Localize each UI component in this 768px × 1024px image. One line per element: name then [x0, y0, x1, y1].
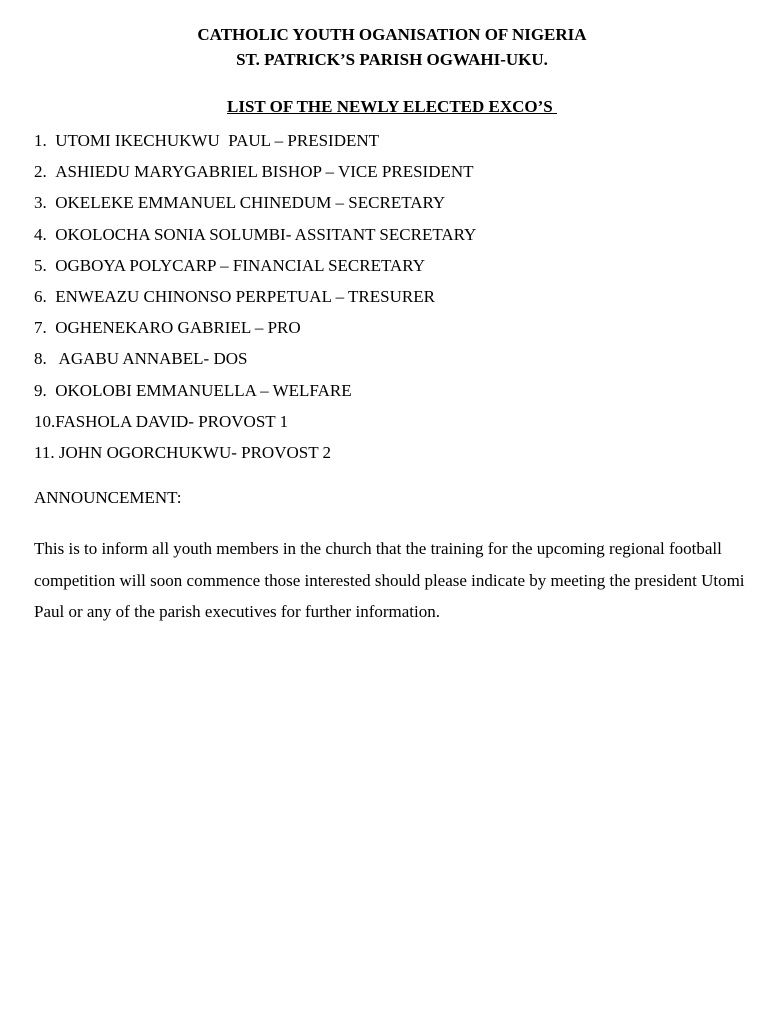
document-page: [34, 22, 750, 628]
item-text: AGABU ANNABEL- DOS: [55, 349, 248, 369]
list-item: [34, 254, 750, 285]
item-number: 7.: [34, 318, 56, 338]
list-item: [34, 285, 750, 316]
item-text: OGBOYA POLYCARP – FINANCIAL SECRETARY: [55, 255, 425, 275]
list-item: [34, 379, 750, 410]
item-text: FASHOLA DAVID- PROVOST 1: [55, 411, 289, 431]
list-item: [34, 223, 750, 254]
list-item: [34, 191, 750, 222]
item-number: 11.: [34, 442, 59, 462]
item-text: OGHENEKARO GABRIEL – PRO: [55, 318, 301, 338]
list-item: [34, 160, 750, 191]
item-number: 5.: [34, 255, 56, 275]
list-item: [34, 347, 750, 378]
item-number: 2.: [34, 162, 56, 182]
item-number: 4.: [34, 224, 56, 244]
item-text: ENWEAZU CHINONSO PERPETUAL – TRESURER: [55, 286, 435, 306]
item-text: OKOLOCHA SONIA SOLUMBI- ASSITANT SECRETARY: [55, 224, 477, 244]
parish-name: ST. PATRICK’S PARISH OGWAHI-UKU.: [236, 50, 548, 69]
item-number: 10.: [34, 411, 56, 431]
item-text: JOHN OGORCHUKWU- PROVOST 2: [58, 442, 332, 462]
list-item: [34, 441, 750, 472]
announcement-body: This is to inform all youth members in the church that the training for the upcoming regional football competition will soon commence those interested should please indicate by meeting the president Utomi Paul or any of the parish executives for further information.: [34, 539, 745, 622]
list-item: [34, 129, 750, 160]
document-header: [34, 22, 750, 72]
item-text: UTOMI IKECHUKWU PAUL – PRESIDENT: [55, 131, 380, 150]
list-item: [34, 410, 750, 441]
item-text: ASHIEDU MARYGABRIEL BISHOP – VICE PRESIDENT: [55, 162, 474, 182]
list-title: LIST OF THE NEWLY ELECTED EXCO’S: [226, 97, 558, 116]
item-number: 3.: [34, 193, 56, 213]
exco-list: [34, 129, 750, 472]
item-number: 9.: [34, 380, 56, 400]
item-number: 6.: [34, 286, 56, 306]
item-text: OKOLOBI EMMANUELLA – WELFARE: [55, 380, 352, 400]
organisation-name: CATHOLIC YOUTH OGANISATION OF NIGERIA: [197, 25, 587, 44]
item-text: OKELEKE EMMANUEL CHINEDUM – SECRETARY: [55, 193, 446, 213]
announcement-heading: ANNOUNCEMENT:: [34, 488, 182, 508]
item-number: 8.: [34, 349, 56, 369]
item-number: 1.: [34, 131, 56, 150]
list-item: [34, 316, 750, 347]
